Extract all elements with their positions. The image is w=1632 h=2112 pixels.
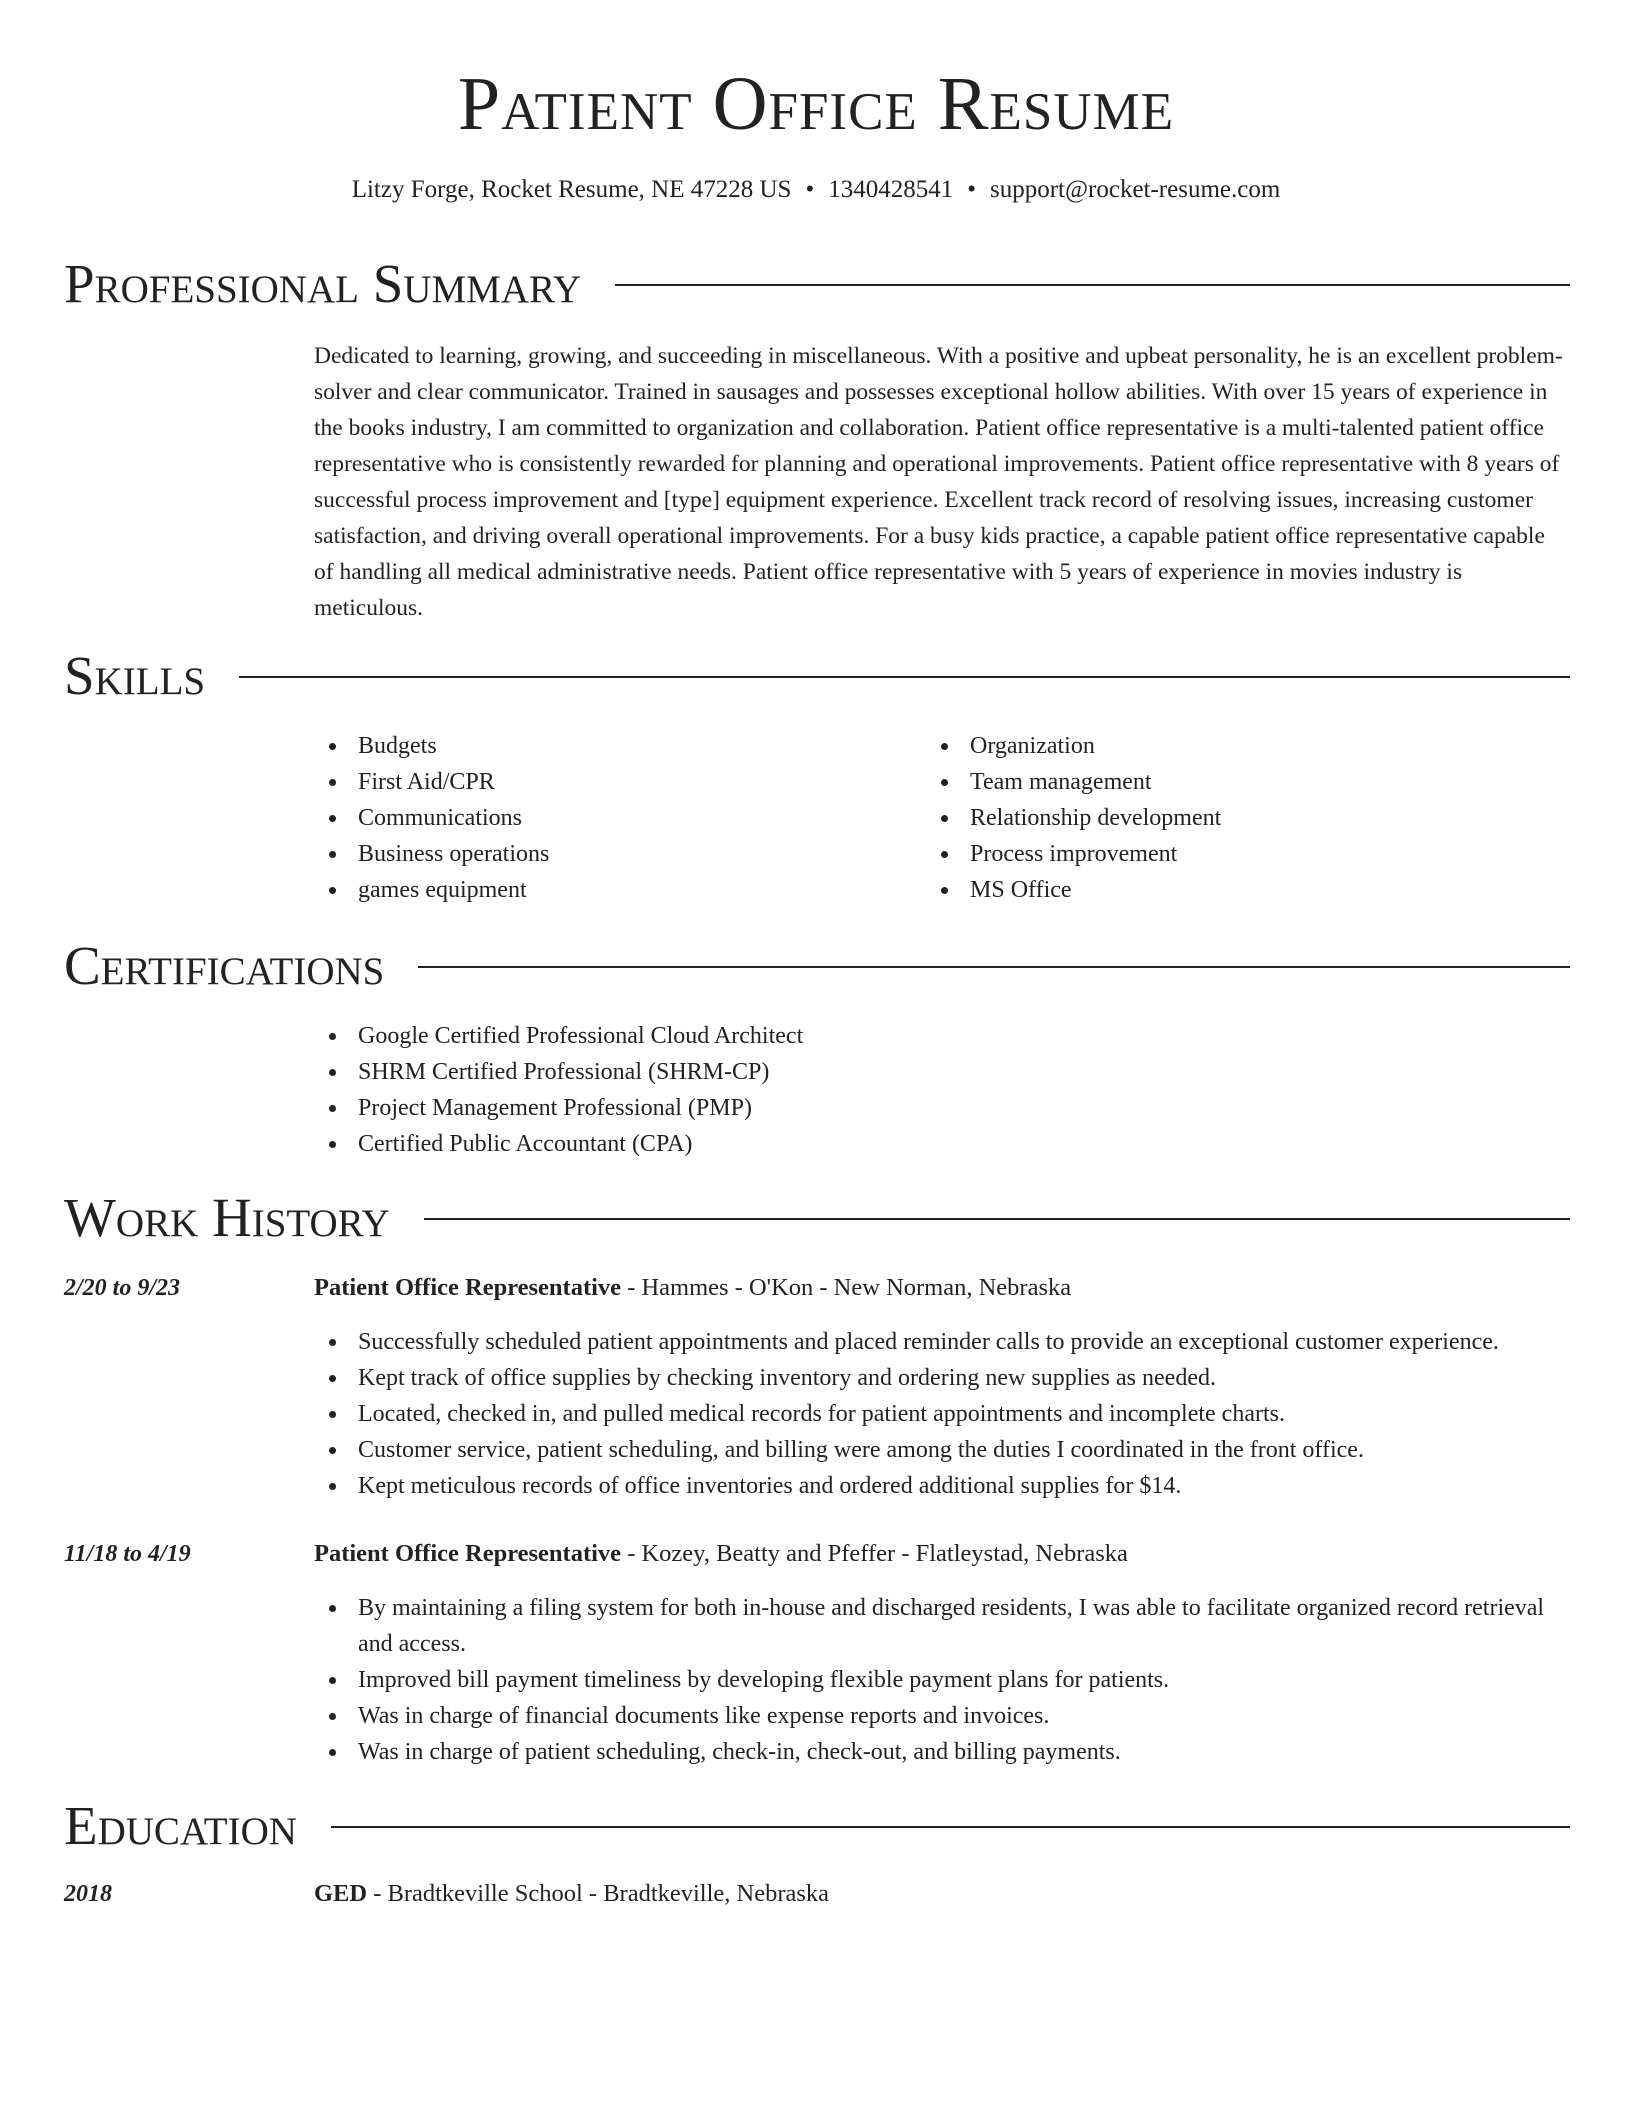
job-bullet: Improved bill payment timeliness by developing flexible payment plans for patients. xyxy=(314,1662,1574,1698)
skill-item: Team management xyxy=(926,764,1526,800)
skill-item: Budgets xyxy=(314,728,914,764)
education-school: - Bradtkeville School - Bradtkeville, Nebraska xyxy=(367,1880,830,1907)
job-bullets xyxy=(314,1324,1574,1504)
section-heading: Work History xyxy=(64,1187,390,1248)
skill-item: Relationship development xyxy=(926,800,1526,836)
skill-item: Business operations xyxy=(314,836,914,872)
education-line xyxy=(314,1876,829,1912)
job-bullet: Was in charge of financial documents like expense reports and invoices. xyxy=(314,1698,1574,1734)
job-employer: - Hammes - O'Kon - New Norman, Nebraska xyxy=(621,1274,1072,1301)
job-bullet: Located, checked in, and pulled medical records for patient appointments and incomplete charts. xyxy=(314,1396,1574,1432)
separator-dot: • xyxy=(805,176,815,203)
job-bullet: Kept track of office supplies by checking inventory and ordering new supplies as needed. xyxy=(314,1360,1574,1396)
summary-section-header xyxy=(64,248,1570,320)
section-divider xyxy=(615,284,1570,286)
contact-email: support@rocket-resume.com xyxy=(990,176,1281,203)
job-dates: 11/18 to 4/19 xyxy=(64,1541,191,1567)
certification-item: Project Management Professional (PMP) xyxy=(314,1090,1570,1126)
separator-dot: • xyxy=(967,176,976,203)
skill-item: Organization xyxy=(926,728,1526,764)
summary-text: Dedicated to learning, growing, and succeeding in miscellaneous. With a positive and upbeat personality, he is an excellent problem-solver and clear communicator. Trained in sausages and possesses exceptional hollow abilities. With over 15 years of experience in the books industry, I am committed to organization and collaboration. Patient office representative is a multi-talented patient office representative who is consistently rewarded for planning and operational improvements. Patient office representative with 8 years of successful process improvement and [type] equipment experience. Excellent track record of resolving issues, increasing customer satisfaction, and driving overall operational improvements. For a busy kids practice, a capable patient office representative capable of handling all medical administrative needs. Patient office representative with 5 years of experience in movies industry is meticulous. xyxy=(314,343,1563,621)
section-divider xyxy=(331,1826,1570,1828)
job-title-line xyxy=(314,1270,1071,1306)
contact-phone: 1340428541 xyxy=(828,176,954,203)
section-divider xyxy=(418,966,1570,968)
skill-item: MS Office xyxy=(926,872,1526,908)
contact-address: Litzy Forge, Rocket Resume, NE 47228 US xyxy=(351,176,792,203)
section-heading: Certifications xyxy=(64,935,385,996)
education-year: 2018 xyxy=(64,1881,112,1907)
job-employer: - Kozey, Beatty and Pfeffer - Flatleystad, Nebraska xyxy=(621,1540,1128,1567)
job-dates: 2/20 to 9/23 xyxy=(64,1275,181,1301)
education-section-header xyxy=(64,1790,1570,1862)
section-divider xyxy=(239,676,1570,678)
section-heading: Professional Summary xyxy=(64,253,582,314)
education-degree: GED xyxy=(314,1880,368,1907)
section-divider xyxy=(424,1218,1570,1220)
skill-item: First Aid/CPR xyxy=(314,764,914,800)
skills-left-column xyxy=(314,728,914,908)
skills-right-column xyxy=(926,728,1526,908)
contact-line xyxy=(0,174,1632,206)
skills-section-header xyxy=(64,640,1570,712)
job-bullet: Successfully scheduled patient appointments and placed reminder calls to provide an exceptional customer experience. xyxy=(314,1324,1574,1360)
job-bullet: By maintaining a filing system for both in-house and discharged residents, I was able to facilitate organized record retrieval and access. xyxy=(314,1590,1574,1662)
certifications-list xyxy=(314,1018,1570,1162)
page-title: Patient Office Resume xyxy=(457,62,1175,146)
certification-item: Certified Public Accountant (CPA) xyxy=(314,1126,1570,1162)
certification-item: SHRM Certified Professional (SHRM-CP) xyxy=(314,1054,1570,1090)
skill-item: Process improvement xyxy=(926,836,1526,872)
job-title-line xyxy=(314,1536,1128,1572)
job-bullets xyxy=(314,1590,1574,1770)
job-title: Patient Office Representative xyxy=(314,1540,622,1567)
work-history-section-header xyxy=(64,1182,1570,1254)
job-bullet: Customer service, patient scheduling, and billing were among the duties I coordinated in the front office. xyxy=(314,1432,1574,1468)
job-bullet: Was in charge of patient scheduling, check-in, check-out, and billing payments. xyxy=(314,1734,1574,1770)
job-bullet: Kept meticulous records of office inventories and ordered additional supplies for $14. xyxy=(314,1468,1574,1504)
job-title: Patient Office Representative xyxy=(314,1274,622,1301)
certification-item: Google Certified Professional Cloud Architect xyxy=(314,1018,1570,1054)
skill-item: games equipment xyxy=(314,872,914,908)
section-heading: Education xyxy=(64,1795,297,1856)
section-heading: Skills xyxy=(64,645,206,706)
certifications-section-header xyxy=(64,930,1570,1002)
skill-item: Communications xyxy=(314,800,914,836)
